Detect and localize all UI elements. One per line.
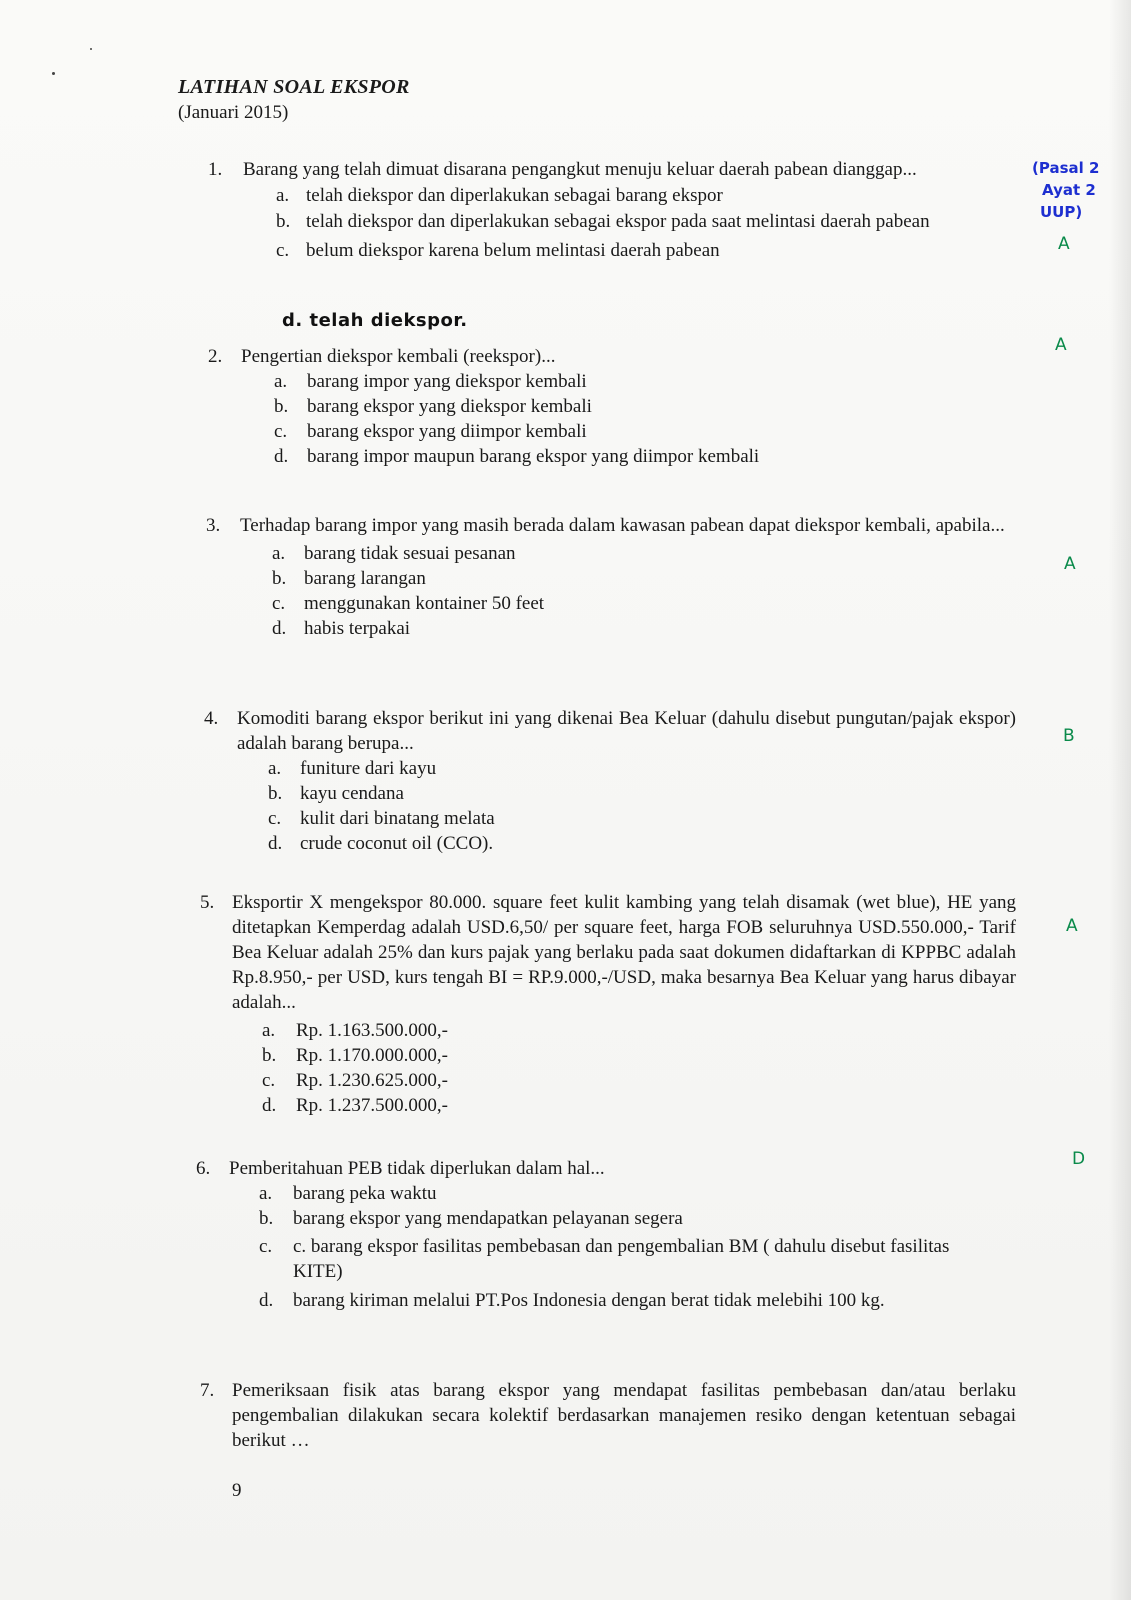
answer-mark-q3: A — [1064, 554, 1076, 574]
question-text: Komoditi barang ekspor berikut ini yang dikenai Bea Keluar (dahulu disebut pungutan/pajak ekspor) adalah barang berupa... — [237, 708, 1016, 754]
question-7 — [200, 1378, 1016, 1453]
answer-mark-q4: B — [1063, 726, 1075, 746]
option-d: d. barang impor maupun barang ekspor yang diimpor kembali — [274, 446, 760, 467]
question-number: 1. — [208, 159, 223, 180]
handwritten-note-line-1: (Pasal 2 — [1032, 159, 1100, 177]
option-d: d. barang kiriman melalui PT.Pos Indonesia dengan berat tidak melebihi 100 kg. — [259, 1290, 885, 1311]
question-text: Barang yang telah dimuat disarana pengangkut menuju keluar daerah pabean dianggap... — [243, 159, 917, 180]
option-list — [276, 183, 1016, 263]
scan-speck — [52, 72, 55, 75]
option-b: b. Rp. 1.170.000.000,- — [262, 1045, 448, 1066]
option-a: a. Rp. 1.163.500.000,- — [262, 1020, 448, 1041]
question-4 — [204, 706, 1016, 856]
option-list — [274, 369, 1016, 469]
option-list — [259, 1181, 1016, 1313]
question-text: Pemberitahuan PEB tidak diperlukan dalam hal... — [229, 1158, 605, 1179]
option-b: b. telah diekspor dan diperlakukan sebagai ekspor pada saat melintasi daerah pabean — [276, 211, 930, 232]
option-b: b. barang ekspor yang diekspor kembali — [274, 396, 592, 417]
option-c: c. barang ekspor yang diimpor kembali — [274, 421, 587, 442]
question-text: Terhadap barang impor yang masih berada dalam kawasan pabean dapat diekspor kembali, apabila... — [240, 515, 1005, 536]
option-c: c. menggunakan kontainer 50 feet — [272, 593, 545, 614]
option-a: a. telah diekspor dan diperlakukan sebagai barang ekspor — [276, 185, 723, 206]
question-text: Pemeriksaan fisik atas barang ekspor yang mendapat fasilitas pembebasan dan/atau berlaku pengembalian dilakukan secara kolektif berdasarkan manajemen resiko dengan ketentuan sebagai berikut … — [232, 1380, 1016, 1451]
option-d: d. habis terpakai — [272, 618, 411, 639]
question-number: 7. — [200, 1380, 215, 1401]
answer-mark-q5: A — [1066, 916, 1078, 936]
question-number: 5. — [200, 892, 215, 913]
question-number: 2. — [208, 346, 223, 367]
question-number: 3. — [206, 515, 221, 536]
question-6 — [196, 1156, 1016, 1313]
option-d: d. Rp. 1.237.500.000,- — [262, 1095, 448, 1116]
option-c: c. belum diekspor karena belum melintasi daerah pabean — [276, 240, 720, 261]
option-c: c. Rp. 1.230.625.000,- — [262, 1070, 448, 1091]
option-a: a. barang impor yang diekspor kembali — [274, 371, 587, 392]
option-list — [272, 541, 1016, 641]
question-number: 6. — [196, 1158, 211, 1179]
question-5 — [200, 890, 1016, 1118]
question-2 — [208, 344, 1016, 469]
option-b: b. barang larangan — [272, 568, 426, 589]
option-b: b. barang ekspor yang mendapatkan pelayanan segera — [259, 1208, 683, 1229]
option-b: b. kayu cendana — [268, 783, 404, 804]
option-c: c. c. barang ekspor fasilitas pembebasan dan pengembalian BM ( dahulu disebut fasilitas KITE) — [259, 1236, 950, 1282]
answer-mark-q6: D — [1072, 1149, 1086, 1169]
question-3 — [206, 513, 1016, 641]
option-c: c. kulit dari binatang melata — [268, 808, 495, 829]
option-list — [262, 1018, 1016, 1118]
question-text: Pengertian diekspor kembali (reekspor)... — [241, 346, 556, 367]
answer-mark-q2: A — [1055, 335, 1067, 355]
document-title: LATIHAN SOAL EKSPOR — [178, 76, 410, 98]
option-d: d. crude coconut oil (CCO). — [268, 833, 494, 854]
option-list — [268, 756, 1016, 856]
option-a: a. barang peka waktu — [259, 1183, 437, 1204]
page-edge-shadow — [1109, 0, 1131, 1600]
handwritten-option-d: d. telah diekspor. — [282, 310, 468, 331]
option-a: a. barang tidak sesuai pesanan — [272, 543, 516, 564]
option-a: a. funiture dari kayu — [268, 758, 437, 779]
question-text: Eksportir X mengekspor 80.000. square feet kulit kambing yang telah disamak (wet blue), HE yang ditetapkan Kemperdag adalah USD.6,50/ per square feet, harga FOB seluruhnya USD.550.000,- Tarif Bea Keluar adalah 25% dan kurs pajak yang berlaku pada saat dokumen didaftarkan di KPPBC adalah Rp.8.950,- per USD, kurs tengah BI = RP.9.000,-/USD, maka besarnya Bea Keluar yang harus dibayar adalah... — [232, 892, 1016, 1013]
handwritten-note-line-3: UUP) — [1040, 203, 1083, 221]
handwritten-note-line-2: Ayat 2 — [1042, 181, 1096, 199]
question-1 — [208, 157, 1016, 263]
scan-speck — [90, 48, 92, 50]
answer-mark-q1: A — [1058, 234, 1070, 254]
page-number: 9 — [232, 1480, 242, 1501]
question-number: 4. — [204, 708, 219, 729]
document-subtitle: (Januari 2015) — [178, 102, 289, 123]
